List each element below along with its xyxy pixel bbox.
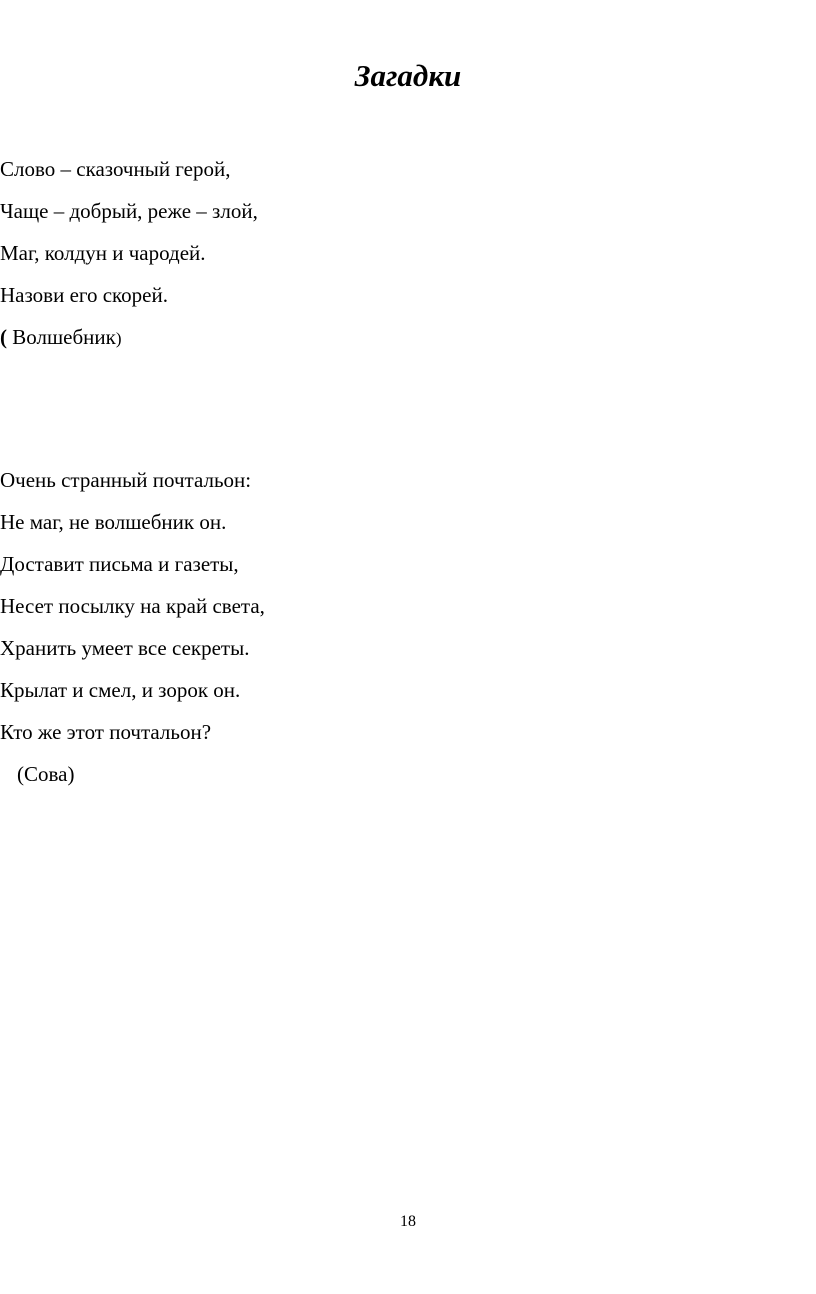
riddle-line: Очень странный почтальон:	[0, 468, 252, 492]
riddle-answer: (Сова)	[17, 762, 75, 786]
answer-text: Волшебник	[7, 325, 116, 349]
riddle-answer	[0, 316, 258, 358]
riddle-line: Хранить умеет все секреты.	[0, 636, 250, 660]
answer-close-paren: )	[115, 329, 122, 348]
riddle-line: Чаще – добрый, реже – злой,	[0, 199, 258, 223]
riddle-line: Несет посылку на край света,	[0, 594, 265, 618]
riddle-line: Доставит письма и газеты,	[0, 552, 239, 576]
riddle-line: Кто же этот почтальон?	[0, 720, 212, 744]
answer-open-paren: (	[0, 325, 7, 349]
riddle-line: Маг, колдун и чародей.	[0, 241, 206, 265]
riddle-line: Слово – сказочный герой,	[0, 157, 231, 181]
page-number: 18	[400, 1213, 416, 1230]
riddle-line: Не маг, не волшебник он.	[0, 510, 227, 534]
riddle-line: Назови его скорей.	[0, 283, 168, 307]
riddle-owl	[0, 459, 265, 795]
page-title: Загадки	[354, 58, 462, 93]
riddle-wizard	[0, 148, 258, 358]
riddle-line: Крылат и смел, и зорок он.	[0, 678, 241, 702]
